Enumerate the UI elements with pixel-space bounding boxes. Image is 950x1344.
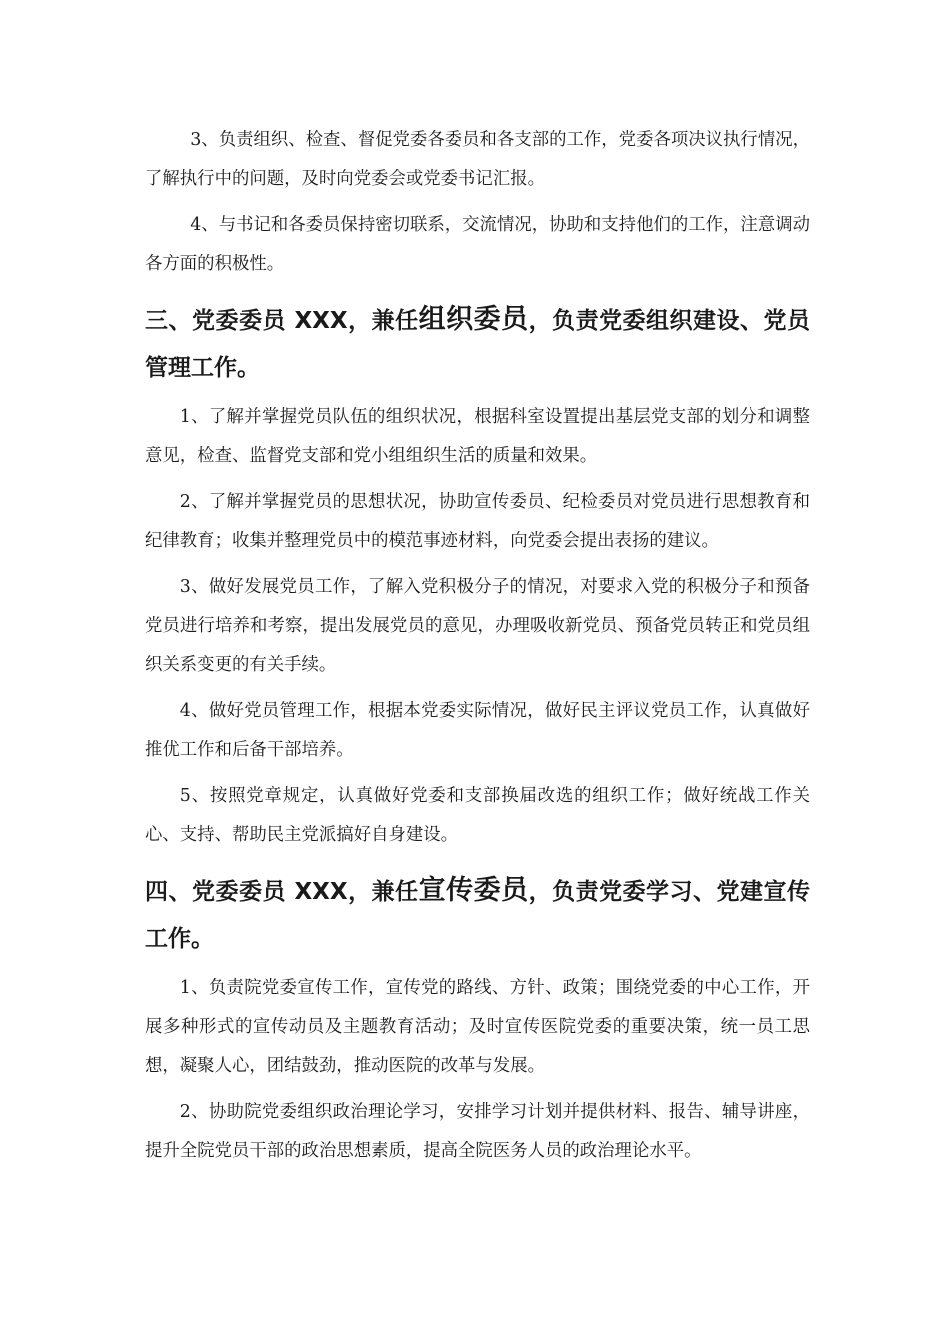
document-page	[145, 121, 810, 1178]
paragraph-section3-item2: 2、了解并掌握党员的思想状况，协助宣传委员、纪检委员对党员进行思想教育和纪律教育；收集并整理党员中的模范事迹材料，向党委会提出表扬的建议。	[145, 492, 810, 551]
section-four-heading	[145, 867, 810, 963]
section-four-heading-suffix: ，负责党委学习、党建宣传工作。	[145, 879, 811, 952]
paragraph-section2-item4: 4、与书记和各委员保持密切联系，交流情况，协助和支持他们的工作，注意调动各方面的积极性。	[145, 215, 810, 274]
paragraph-section2-item3: 3、负责组织、检查、督促党委各委员和各支部的工作，党委各项决议执行情况，了解执行中的问题，及时向党委会或党委书记汇报。	[145, 130, 810, 189]
paragraph-section3-item5: 5、按照党章规定，认真做好党委和支部换届改选的组织工作；做好统战工作关心、支持、帮助民主党派搞好自身建设。	[145, 786, 810, 845]
paragraph-section3-item4: 4、做好党员管理工作，根据本党委实际情况，做好民主评议党员工作，认真做好推优工作和后备干部培养。	[145, 701, 810, 760]
section-four-heading-prefix: 四、党委委员 XXX，兼任	[145, 879, 419, 905]
section-three-heading	[145, 296, 810, 392]
section-three-heading-prefix: 三、党委委员 XXX，兼任	[145, 308, 419, 334]
paragraph-section4-item2: 2、协助院党委组织政治理论学习，安排学习计划并提供材料、报告、辅导讲座，提升全院党员干部的政治思想素质，提高全院医务人员的政治理论水平。	[145, 1102, 810, 1161]
paragraph-section4-item1: 1、负责院党委宣传工作，宣传党的路线、方针、政策；围绕党委的中心工作，开展多种形式的宣传动员及主题教育活动；及时宣传医院党委的重要决策，统一员工思想，凝聚人心，团结鼓劲，推动医院的改革与发展。	[145, 978, 810, 1076]
section-four-heading-role: 宣传委员	[418, 875, 529, 906]
section-three-heading-suffix: ，负责党委组织建设、党员管理工作。	[145, 308, 811, 381]
paragraph-section3-item1: 1、了解并掌握党员队伍的组织状况，根据科室设置提出基层党支部的划分和调整意见，检查、监督党支部和党小组组织生活的质量和效果。	[145, 407, 810, 466]
section-three-heading-role: 组织委员	[418, 304, 529, 335]
paragraph-section3-item3: 3、做好发展党员工作，了解入党积极分子的情况，对要求入党的积极分子和预备党员进行培养和考察，提出发展党员的意见，办理吸收新党员、预备党员转正和党员组织关系变更的有关手续。	[145, 577, 810, 675]
